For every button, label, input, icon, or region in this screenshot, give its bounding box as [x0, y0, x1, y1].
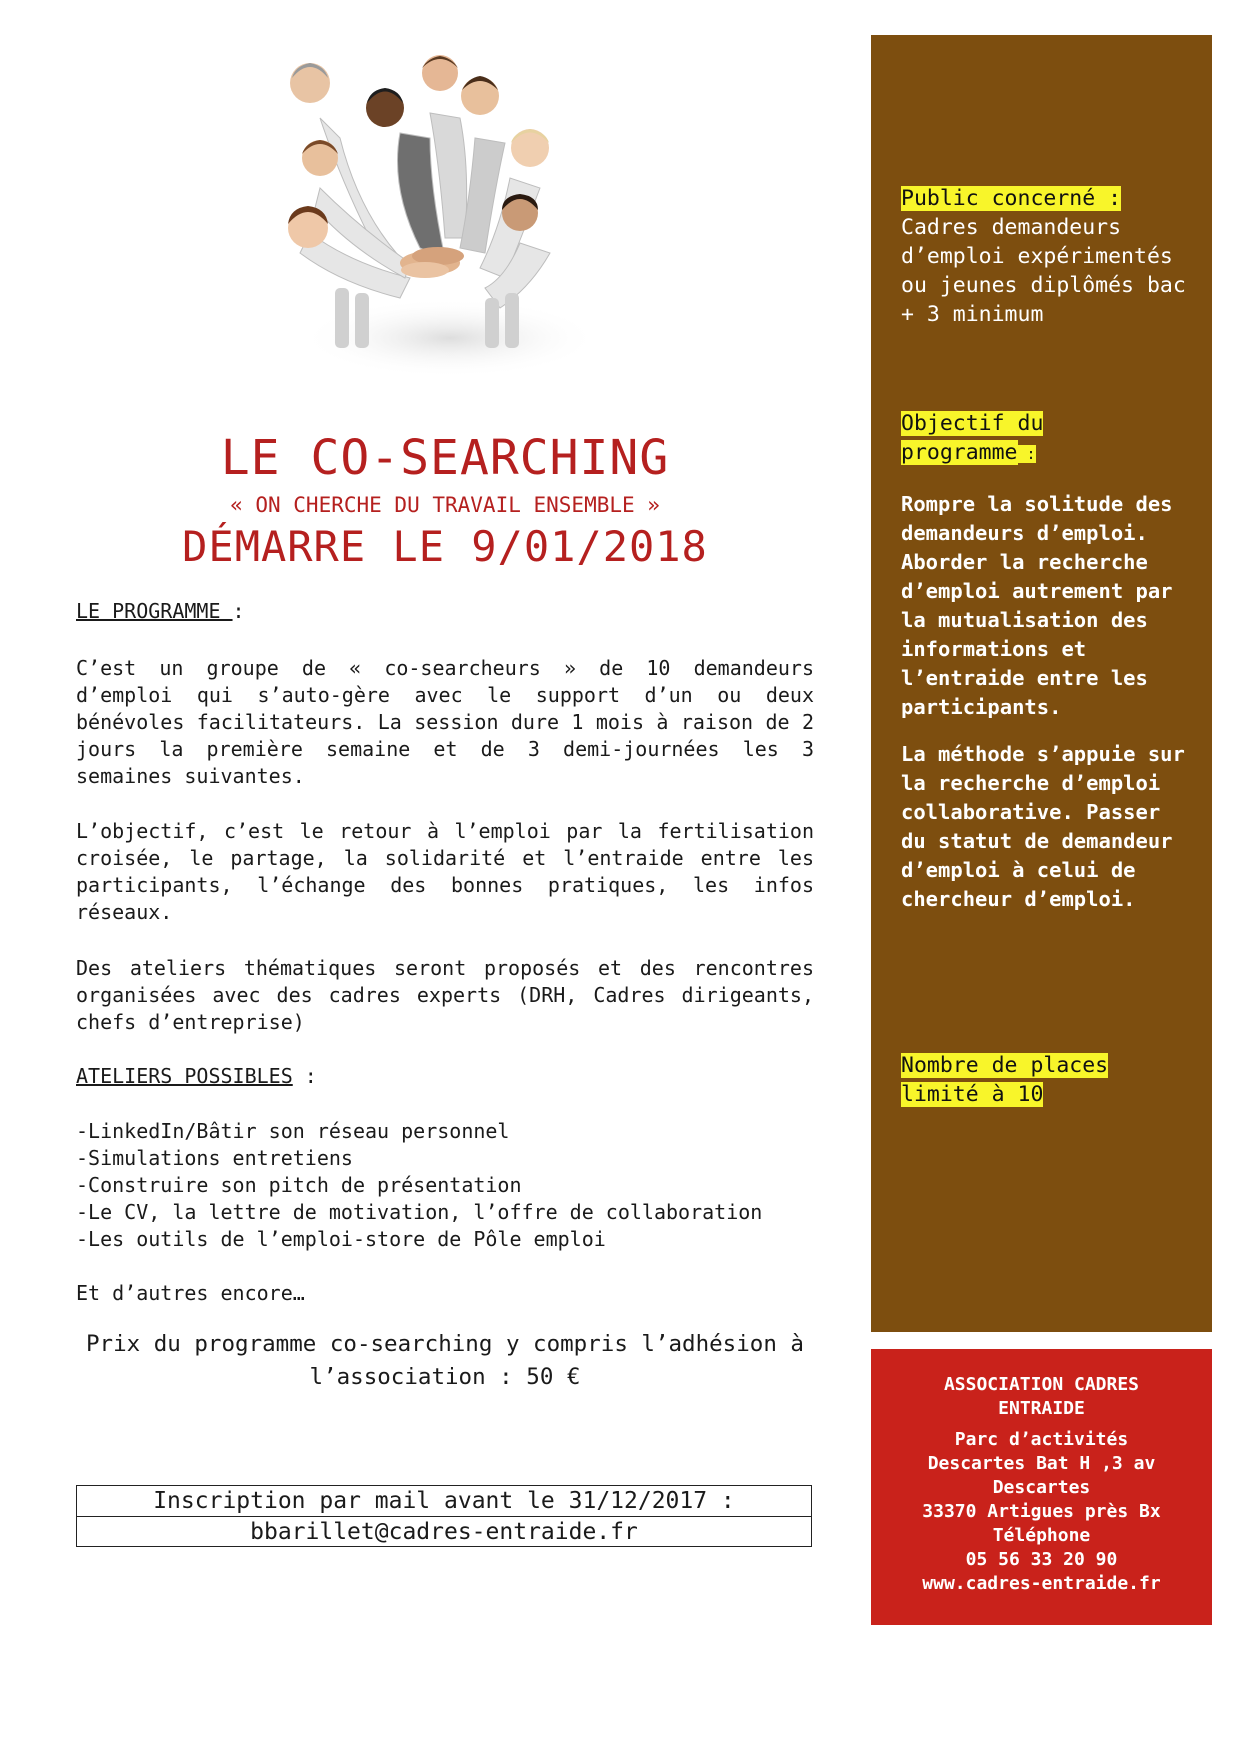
public-label: Public concerné : — [901, 186, 1122, 211]
page-subtitle: « ON CHERCHE DU TRAVAIL ENSEMBLE » — [230, 493, 660, 517]
address-line-1: Parc d’activités — [954, 1429, 1129, 1450]
address-line-4: 33370 Artigues près Bx — [922, 1501, 1161, 1522]
inscription-email[interactable]: bbarillet@cadres-entraide.fr — [77, 1516, 811, 1547]
ateliers-heading: ATELIERS POSSIBLES : — [76, 1064, 317, 1088]
list-item: -Construire son pitch de présentation — [76, 1173, 522, 1197]
list-item: -Simulations entretiens — [76, 1146, 353, 1170]
public-section — [901, 184, 1197, 329]
public-text: Cadres demandeurs d’emploi expérimentés ou jeunes diplômés bac + 3 minimum — [901, 215, 1186, 327]
objectif-text-1: Rompre la solitude des demandeurs d’emploi. Aborder la recherche d’emploi autrement par la mutualisation des informations et l’entraide entre les participants. — [901, 492, 1173, 719]
objectif-text-2: La méthode s’appuie sur la recherche d’emploi collaborative. Passer du statut de demandeur d’emploi à celui de chercheur d’emploi. — [901, 742, 1185, 911]
ateliers-more: Et d’autres encore… — [76, 1281, 305, 1305]
address-line-2: Descartes Bat H ,3 av — [927, 1453, 1156, 1474]
org-name-line-2: ENTRAIDE — [998, 1398, 1085, 1419]
org-name-line-1: ASSOCIATION CADRES — [943, 1374, 1140, 1395]
price-text — [76, 1328, 814, 1394]
inscription-line: Inscription par mail avant le 31/12/2017 : — [153, 1488, 735, 1514]
programme-heading: LE PROGRAMME : — [76, 599, 245, 623]
start-date: DÉMARRE LE 9/01/2018 — [182, 522, 708, 571]
objectif-label: Objectif du programme : — [901, 411, 1044, 465]
list-item: -Les outils de l’emploi-store de Pôle emploi — [76, 1227, 606, 1251]
website-link[interactable]: www.cadres-entraide.fr — [922, 1573, 1161, 1594]
info-sidebar — [871, 35, 1212, 1332]
programme-paragraph-2: L’objectif, c’est le retour à l’emploi par la fertilisation croisée, le partage, la solidarité et l’entraide entre les participants, l’échange des bonnes pratiques, les infos réseaux. — [76, 819, 814, 924]
phone-number: 05 56 33 20 90 — [965, 1549, 1118, 1570]
phone-label: Téléphone — [992, 1525, 1091, 1546]
places-section: Nombre de places limité à 10 — [901, 1053, 1109, 1107]
list-item: -Le CV, la lettre de motivation, l’offre de collaboration — [76, 1200, 763, 1224]
contact-box — [871, 1349, 1212, 1625]
programme-paragraph-1: C’est un groupe de « co-searcheurs » de 10 demandeurs d’emploi qui s’auto-gère avec le support d’un ou deux bénévoles facilitateurs. La session dure 1 mois à raison de 2 jours la première semaine et de 3 demi-journées les 3 semaines suivantes. — [76, 656, 814, 788]
programme-paragraph-3: Des ateliers thématiques seront proposés et des rencontres organisées avec des cadres experts (DRH, Cadres dirigeants, chefs d’entreprise) — [76, 956, 814, 1034]
team-hands-illustration — [280, 38, 620, 388]
inscription-box — [76, 1485, 812, 1547]
price-line-1: Prix du programme co-searching y compris l’adhésion à — [86, 1331, 804, 1357]
ateliers-list — [76, 1118, 814, 1253]
address-line-3: Descartes — [992, 1477, 1091, 1498]
list-item: -LinkedIn/Bâtir son réseau personnel — [76, 1119, 510, 1143]
price-line-2: l’association : 50 € — [309, 1364, 581, 1390]
page-title: LE CO-SEARCHING — [220, 430, 670, 486]
